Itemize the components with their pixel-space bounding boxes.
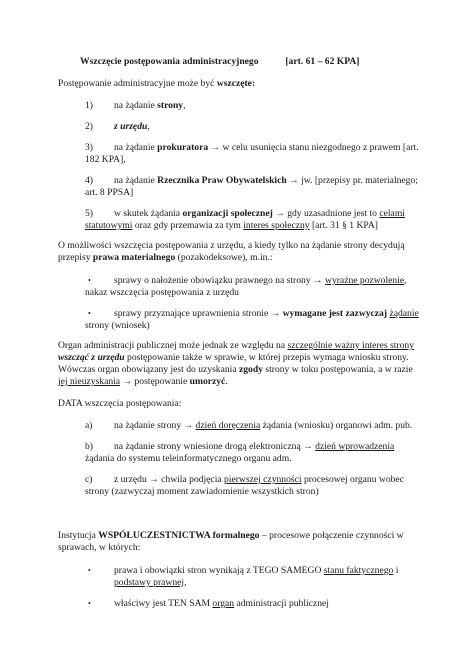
ex-officio-bullet-2: sprawy przyznające uprawnienia stronie → wymagane jest zazwyczaj żądanie	[114, 308, 419, 319]
bullet-icon: •	[88, 599, 91, 608]
ex-officio-line-2: przepisy prawa materialnego (pozakodeksowe), m.in.:	[58, 252, 273, 263]
list-num-5: 5)	[85, 208, 93, 219]
organ-para-line-3: Wówczas organ obowiązany jest do uzyskania zgody strony w toku postępowania, a w razie	[58, 364, 413, 375]
dates-letter-b: b)	[85, 441, 93, 452]
dates-heading: DATA wszczęcia postępowania:	[58, 398, 182, 409]
bullet-icon: •	[88, 566, 91, 575]
ex-officio-line-1: O możliwości wszczęcia postępowania z urzędu, a kiedy tylko na żądanie strony decydują	[58, 240, 405, 251]
bullet-icon: •	[88, 309, 91, 318]
bullet-icon: •	[88, 276, 91, 285]
list-num-2: 2)	[85, 121, 93, 132]
dates-letter-a: a)	[85, 420, 93, 431]
organ-para-line-4: jej nieuzyskania → postępowanie umorzyć.	[58, 376, 228, 387]
organ-para-line-1: Organ administracji publicznej może jednak ze względu na szczególnie ważny interes strony	[58, 340, 415, 351]
coparticipation-bullet-1: prawa i obowiązki stron wynikają z TEGO SAMEGO stanu faktycznego i	[114, 565, 399, 576]
header-title: Wszczęcie postępowania administracyjnego	[80, 56, 259, 67]
list-num-3: 3)	[85, 142, 93, 153]
list-item-3-cont: 182 KPA],	[85, 154, 126, 165]
list-item-4: na żądanie Rzecznika Praw Obywatelskich → jw. [przepisy pr. materialnego;	[114, 175, 418, 186]
ex-officio-bullet-1: sprawy o nałożenie obowiązku prawnego na strony → wyraźne pozwolenie,	[114, 275, 407, 286]
coparticipation-line-1: Instytucja WSPÓŁUCZESTNICTWA formalnego – procesowe połączenie czynności w	[58, 530, 404, 541]
coparticipation-bullet-1-cont: podstawy prawnej,	[114, 577, 187, 588]
list-item-1: na żądanie strony,	[114, 100, 186, 111]
list-item-2: z urzędu,	[114, 121, 150, 132]
list-item-5-cont: statutowymi oraz gdy przemawia za tym interes społeczny [art. 31 § 1 KPA]	[85, 220, 378, 231]
dates-letter-c: c)	[85, 474, 93, 485]
header-ref: [art. 61 – 62 KPA]	[285, 56, 360, 67]
dates-item-a: na żądanie strony → dzień doręczenia żądania (wniosku) organowi adm. pub.	[114, 420, 413, 431]
ex-officio-bullet-2-cont: strony (wniosek)	[85, 320, 150, 331]
list-item-3: na żądanie prokuratora → w celu usunięcia stanu niezgodnego z prawem [art.	[114, 142, 419, 153]
list-num-4: 4)	[85, 175, 93, 186]
document-header	[80, 56, 360, 68]
dates-item-c-cont: strony (zazwyczaj moment zawiadomienie wszystkich stron)	[85, 486, 319, 497]
coparticipation-line-2: sprawach, w których:	[58, 542, 141, 553]
coparticipation-bullet-2: właściwy jest TEN SAM organ administracji publicznej	[114, 598, 329, 609]
dates-item-b-cont: żądania do systemu teleinformatycznego organu adm.	[85, 453, 292, 464]
list-item-4-cont: art. 8 PPSA]	[85, 187, 134, 198]
intro-line: Postępowanie administracyjne może być wszczęte:	[58, 78, 256, 89]
list-item-5: w skutek żądania organizacji społecznej → gdy uzasadnione jest to celami	[114, 208, 405, 219]
organ-para-line-2: wszcząć z urzędu postępowanie także w sprawie, w której przepis wymaga wniosku strony.	[58, 352, 409, 363]
dates-item-c: z urzędu → chwila podjęcia pierwszej czynności procesowej organu wobec	[114, 474, 404, 485]
dates-item-b: na żądanie strony wniesione drogą elektroniczną → dzień wprowadzenia	[114, 441, 395, 452]
ex-officio-bullet-1-cont: nakaz wszczęcia postępowania z urzędu	[85, 287, 239, 298]
list-num-1: 1)	[85, 100, 93, 111]
